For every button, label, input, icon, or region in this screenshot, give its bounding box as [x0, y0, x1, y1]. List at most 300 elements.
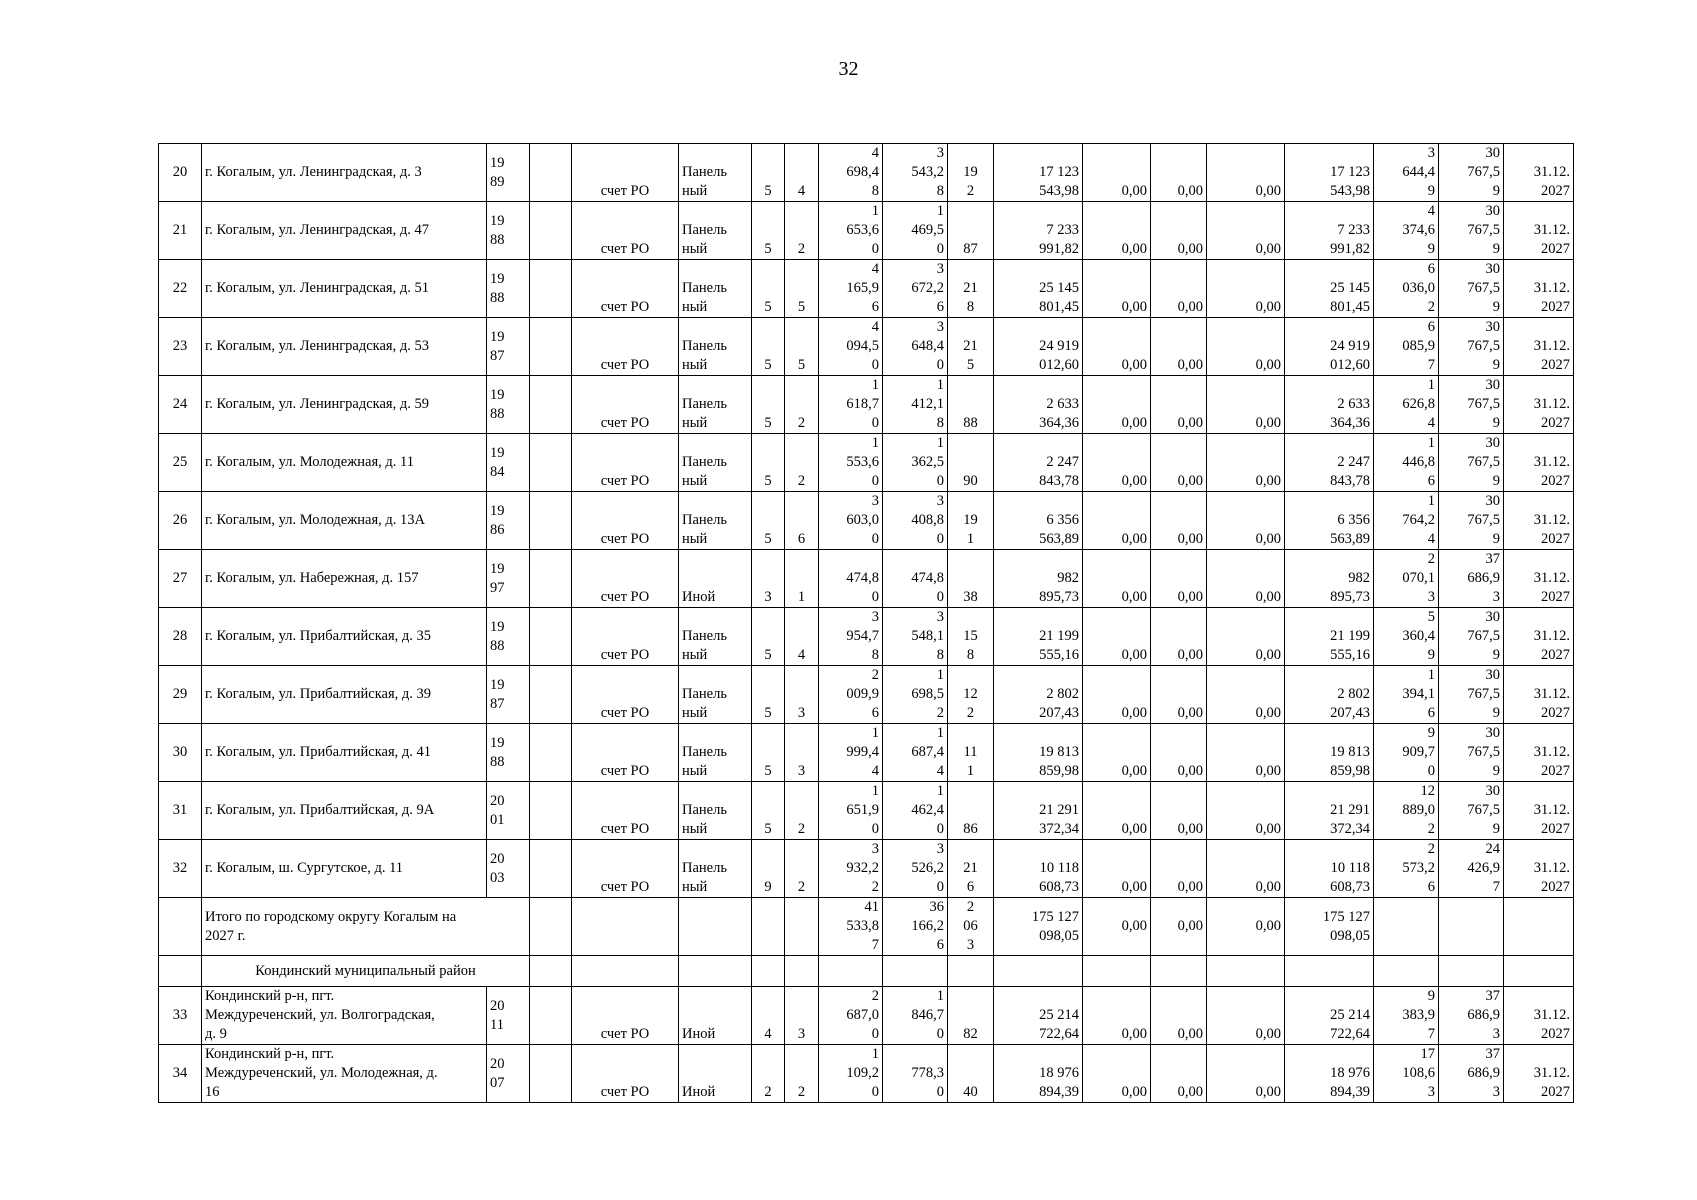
total-area: 1 653,6 0: [819, 202, 883, 260]
fund-2: 0,00: [1151, 782, 1207, 840]
wall-material: Панель ный: [679, 202, 752, 260]
residents: 38: [948, 550, 994, 608]
address: г. Когалым, ул. Ленинградская, д. 47: [202, 202, 487, 260]
address: г. Когалым, ул. Прибалтийская, д. 41: [202, 724, 487, 782]
row-number: 28: [159, 608, 202, 666]
empty-cell: [1374, 898, 1439, 956]
build-year: 19 87: [487, 666, 530, 724]
fund-2: 0,00: [1151, 318, 1207, 376]
address: г. Когалым, ул. Прибалтийская, д. 9А: [202, 782, 487, 840]
total-cost: 24 919 012,60: [994, 318, 1083, 376]
deadline: 31.12. 2027: [1504, 724, 1574, 782]
fund-3: 0,00: [1207, 608, 1285, 666]
fund-4: 17 123 543,98: [1285, 144, 1374, 202]
wall-material: Панель ный: [679, 144, 752, 202]
row-number: 20: [159, 144, 202, 202]
residents: 15 8: [948, 608, 994, 666]
living-area: 3 672,2 6: [883, 260, 948, 318]
table-row: [159, 1045, 1574, 1103]
empty-cell: [530, 956, 572, 987]
residents: 19 1: [948, 492, 994, 550]
table-row: [159, 434, 1574, 492]
total-area: 4 165,9 6: [819, 260, 883, 318]
unit-cost: 2 573,2 6: [1374, 840, 1439, 898]
floors: 4: [752, 987, 785, 1045]
address: Кондинский р-н, пгт. Междуреченский, ул. Молодежная, д. 16: [202, 1045, 487, 1103]
unit-cost: 12 889,0 2: [1374, 782, 1439, 840]
entrances: 2: [785, 840, 819, 898]
build-year: 19 87: [487, 318, 530, 376]
fund-3: 0,00: [1207, 782, 1285, 840]
unit-cost: 1 446,8 6: [1374, 434, 1439, 492]
fund-2: 0,00: [1151, 202, 1207, 260]
fund-source: счет РО: [572, 724, 679, 782]
table-row: [159, 376, 1574, 434]
floors: 5: [752, 144, 785, 202]
fund-source: счет РО: [572, 1045, 679, 1103]
entrances: 3: [785, 987, 819, 1045]
living-area: 36 166,2 6: [883, 898, 948, 956]
living-area: 474,8 0: [883, 550, 948, 608]
floors: 5: [752, 260, 785, 318]
empty-cell: [530, 202, 572, 260]
entrances: 3: [785, 724, 819, 782]
row-number: 23: [159, 318, 202, 376]
floors: 5: [752, 666, 785, 724]
entrances: 1: [785, 550, 819, 608]
build-year: 19 84: [487, 434, 530, 492]
floors: 5: [752, 202, 785, 260]
empty-cell: [679, 956, 752, 987]
empty-cell: [530, 492, 572, 550]
deadline: 31.12. 2027: [1504, 840, 1574, 898]
row-number: [159, 956, 202, 987]
fund-1: 0,00: [1083, 666, 1151, 724]
living-area: 1 462,4 0: [883, 782, 948, 840]
fund-4: 21 291 372,34: [1285, 782, 1374, 840]
fund-4: 25 214 722,64: [1285, 987, 1374, 1045]
total-cost: 2 247 843,78: [994, 434, 1083, 492]
total-cost: 175 127 098,05: [994, 898, 1083, 956]
unit-cost: 1 394,1 6: [1374, 666, 1439, 724]
residents: 82: [948, 987, 994, 1045]
build-year: 19 88: [487, 260, 530, 318]
address: г. Когалым, ул. Набережная, д. 157: [202, 550, 487, 608]
total-area: 3 954,7 8: [819, 608, 883, 666]
deadline: 31.12. 2027: [1504, 492, 1574, 550]
fund-source: счет РО: [572, 987, 679, 1045]
living-area: 1 846,7 0: [883, 987, 948, 1045]
limit-cost: 37 686,9 3: [1439, 1045, 1504, 1103]
entrances: 2: [785, 202, 819, 260]
address: г. Когалым, ул. Ленинградская, д. 53: [202, 318, 487, 376]
residents: 2 06 3: [948, 898, 994, 956]
floors: 5: [752, 608, 785, 666]
empty-cell: [1374, 956, 1439, 987]
total-area: 3 932,2 2: [819, 840, 883, 898]
table-row: [159, 608, 1574, 666]
empty-cell: [530, 434, 572, 492]
table-row: [159, 782, 1574, 840]
total-area: 1 553,6 0: [819, 434, 883, 492]
floors: 3: [752, 550, 785, 608]
fund-1: 0,00: [1083, 608, 1151, 666]
limit-cost: 30 767,5 9: [1439, 318, 1504, 376]
living-area: 3 526,2 0: [883, 840, 948, 898]
limit-cost: 37 686,9 3: [1439, 987, 1504, 1045]
wall-material: Панель ный: [679, 840, 752, 898]
fund-1: 0,00: [1083, 260, 1151, 318]
row-number: 29: [159, 666, 202, 724]
floors: 5: [752, 724, 785, 782]
fund-3: 0,00: [1207, 318, 1285, 376]
limit-cost: 30 767,5 9: [1439, 144, 1504, 202]
total-cost: 19 813 859,98: [994, 724, 1083, 782]
empty-cell: [530, 782, 572, 840]
limit-cost: 30 767,5 9: [1439, 724, 1504, 782]
fund-4: 21 199 555,16: [1285, 608, 1374, 666]
deadline: 31.12. 2027: [1504, 666, 1574, 724]
fund-3: 0,00: [1207, 987, 1285, 1045]
fund-source: счет РО: [572, 550, 679, 608]
table-row: [159, 987, 1574, 1045]
fund-3: 0,00: [1207, 434, 1285, 492]
fund-2: 0,00: [1151, 666, 1207, 724]
build-year: 19 88: [487, 608, 530, 666]
limit-cost: 24 426,9 7: [1439, 840, 1504, 898]
row-number: 32: [159, 840, 202, 898]
deadline: 31.12. 2027: [1504, 782, 1574, 840]
fund-1: 0,00: [1083, 782, 1151, 840]
total-cost: 21 199 555,16: [994, 608, 1083, 666]
fund-1: 0,00: [1083, 318, 1151, 376]
wall-material: Панель ный: [679, 434, 752, 492]
empty-cell: [530, 1045, 572, 1103]
fund-3: 0,00: [1207, 260, 1285, 318]
table-row: [159, 318, 1574, 376]
row-number: 30: [159, 724, 202, 782]
fund-2: 0,00: [1151, 987, 1207, 1045]
address: г. Когалым, ул. Молодежная, д. 13А: [202, 492, 487, 550]
fund-source: счет РО: [572, 666, 679, 724]
entrances: 2: [785, 376, 819, 434]
fund-3: 0,00: [1207, 1045, 1285, 1103]
empty-cell: [1207, 956, 1285, 987]
table-row: [159, 492, 1574, 550]
total-area: 4 698,4 8: [819, 144, 883, 202]
limit-cost: 37 686,9 3: [1439, 550, 1504, 608]
deadline: 31.12. 2027: [1504, 376, 1574, 434]
entrances: 5: [785, 318, 819, 376]
wall-material: Панель ный: [679, 608, 752, 666]
unit-cost: 1 764,2 4: [1374, 492, 1439, 550]
fund-4: 2 247 843,78: [1285, 434, 1374, 492]
deadline: 31.12. 2027: [1504, 987, 1574, 1045]
living-area: 1 412,1 8: [883, 376, 948, 434]
row-number: [159, 898, 202, 956]
living-area: 3 543,2 8: [883, 144, 948, 202]
fund-3: 0,00: [1207, 144, 1285, 202]
empty-cell: [1285, 956, 1374, 987]
total-cost: 10 118 608,73: [994, 840, 1083, 898]
residents: 11 1: [948, 724, 994, 782]
residents: 40: [948, 1045, 994, 1103]
residents: 90: [948, 434, 994, 492]
wall-material: Панель ный: [679, 260, 752, 318]
fund-2: 0,00: [1151, 376, 1207, 434]
fund-source: счет РО: [572, 782, 679, 840]
empty-cell: [530, 260, 572, 318]
fund-2: 0,00: [1151, 260, 1207, 318]
residents: 21 5: [948, 318, 994, 376]
living-area: 1 469,5 0: [883, 202, 948, 260]
fund-4: 24 919 012,60: [1285, 318, 1374, 376]
unit-cost: 1 626,8 4: [1374, 376, 1439, 434]
row-number: 22: [159, 260, 202, 318]
entrances: 4: [785, 144, 819, 202]
total-area: 2 687,0 0: [819, 987, 883, 1045]
wall-material: Иной: [679, 1045, 752, 1103]
entrances: 6: [785, 492, 819, 550]
fund-1: 0,00: [1083, 724, 1151, 782]
total-cost: 7 233 991,82: [994, 202, 1083, 260]
fund-4: 18 976 894,39: [1285, 1045, 1374, 1103]
unit-cost: 17 108,6 3: [1374, 1045, 1439, 1103]
build-year: 20 03: [487, 840, 530, 898]
limit-cost: 30 767,5 9: [1439, 782, 1504, 840]
page-number: 32: [838, 58, 859, 80]
build-year: 19 86: [487, 492, 530, 550]
row-number: 26: [159, 492, 202, 550]
total-cost: 17 123 543,98: [994, 144, 1083, 202]
living-area: 778,3 0: [883, 1045, 948, 1103]
fund-1: 0,00: [1083, 434, 1151, 492]
limit-cost: 30 767,5 9: [1439, 376, 1504, 434]
fund-2: 0,00: [1151, 550, 1207, 608]
table-row: [159, 550, 1574, 608]
unit-cost: 6 085,9 7: [1374, 318, 1439, 376]
build-year: 19 88: [487, 724, 530, 782]
table-row: [159, 724, 1574, 782]
address: г. Когалым, ул. Ленинградская, д. 51: [202, 260, 487, 318]
empty-cell: [572, 898, 679, 956]
empty-cell: [994, 956, 1083, 987]
fund-1: 0,00: [1083, 987, 1151, 1045]
address: г. Когалым, ул. Прибалтийская, д. 39: [202, 666, 487, 724]
address: г. Когалым, ул. Ленинградская, д. 59: [202, 376, 487, 434]
deadline: 31.12. 2027: [1504, 1045, 1574, 1103]
fund-2: 0,00: [1151, 840, 1207, 898]
empty-cell: [530, 608, 572, 666]
table-row: [159, 202, 1574, 260]
floors: 9: [752, 840, 785, 898]
fund-1: 0,00: [1083, 898, 1151, 956]
total-cost: 2 802 207,43: [994, 666, 1083, 724]
total-area: 1 109,2 0: [819, 1045, 883, 1103]
residents: 21 6: [948, 840, 994, 898]
wall-material: Панель ный: [679, 724, 752, 782]
fund-source: счет РО: [572, 434, 679, 492]
empty-cell: [785, 956, 819, 987]
empty-cell: [785, 898, 819, 956]
total-area: 1 999,4 4: [819, 724, 883, 782]
table-row: [159, 144, 1574, 202]
total-cost: 6 356 563,89: [994, 492, 1083, 550]
limit-cost: 30 767,5 9: [1439, 434, 1504, 492]
empty-cell: [1504, 898, 1574, 956]
address: г. Когалым, ул. Ленинградская, д. 3: [202, 144, 487, 202]
fund-3: 0,00: [1207, 724, 1285, 782]
total-cost: 25 214 722,64: [994, 987, 1083, 1045]
fund-1: 0,00: [1083, 376, 1151, 434]
fund-4: 6 356 563,89: [1285, 492, 1374, 550]
section-row: [159, 956, 1574, 987]
fund-1: 0,00: [1083, 492, 1151, 550]
limit-cost: 30 767,5 9: [1439, 492, 1504, 550]
fund-source: счет РО: [572, 376, 679, 434]
total-cost: 18 976 894,39: [994, 1045, 1083, 1103]
fund-1: 0,00: [1083, 144, 1151, 202]
deadline: 31.12. 2027: [1504, 202, 1574, 260]
empty-cell: [530, 724, 572, 782]
fund-2: 0,00: [1151, 492, 1207, 550]
unit-cost: 9 909,7 0: [1374, 724, 1439, 782]
unit-cost: 2 070,1 3: [1374, 550, 1439, 608]
unit-cost: 4 374,6 9: [1374, 202, 1439, 260]
empty-cell: [1151, 956, 1207, 987]
floors: 2: [752, 1045, 785, 1103]
deadline: 31.12. 2027: [1504, 260, 1574, 318]
fund-2: 0,00: [1151, 724, 1207, 782]
total-area: 41 533,8 7: [819, 898, 883, 956]
fund-source: счет РО: [572, 840, 679, 898]
wall-material: Панель ный: [679, 376, 752, 434]
build-year: 19 89: [487, 144, 530, 202]
table-row: [159, 666, 1574, 724]
entrances: 2: [785, 1045, 819, 1103]
table-row: [159, 840, 1574, 898]
total-cost: 2 633 364,36: [994, 376, 1083, 434]
total-area: 1 618,7 0: [819, 376, 883, 434]
total-row: [159, 898, 1574, 956]
fund-4: 10 118 608,73: [1285, 840, 1374, 898]
entrances: 3: [785, 666, 819, 724]
fund-2: 0,00: [1151, 434, 1207, 492]
fund-source: счет РО: [572, 318, 679, 376]
unit-cost: 6 036,0 2: [1374, 260, 1439, 318]
fund-source: счет РО: [572, 608, 679, 666]
fund-4: 175 127 098,05: [1285, 898, 1374, 956]
entrances: 2: [785, 782, 819, 840]
fund-1: 0,00: [1083, 1045, 1151, 1103]
empty-cell: [530, 666, 572, 724]
fund-4: 25 145 801,45: [1285, 260, 1374, 318]
living-area: 1 698,5 2: [883, 666, 948, 724]
total-cost: 982 895,73: [994, 550, 1083, 608]
fund-3: 0,00: [1207, 840, 1285, 898]
row-number: 33: [159, 987, 202, 1045]
total-area: 3 603,0 0: [819, 492, 883, 550]
residents: 87: [948, 202, 994, 260]
fund-2: 0,00: [1151, 608, 1207, 666]
total-label: Итого по городскому округу Когалым на 2027 г.: [202, 898, 530, 956]
fund-1: 0,00: [1083, 202, 1151, 260]
limit-cost: 30 767,5 9: [1439, 202, 1504, 260]
empty-cell: [530, 550, 572, 608]
fund-4: 19 813 859,98: [1285, 724, 1374, 782]
fund-3: 0,00: [1207, 376, 1285, 434]
fund-3: 0,00: [1207, 492, 1285, 550]
fund-4: 982 895,73: [1285, 550, 1374, 608]
fund-1: 0,00: [1083, 550, 1151, 608]
deadline: 31.12. 2027: [1504, 608, 1574, 666]
empty-cell: [1439, 898, 1504, 956]
floors: 5: [752, 782, 785, 840]
fund-4: 7 233 991,82: [1285, 202, 1374, 260]
fund-3: 0,00: [1207, 550, 1285, 608]
empty-cell: [1083, 956, 1151, 987]
wall-material: Панель ный: [679, 492, 752, 550]
build-year: 20 11: [487, 987, 530, 1045]
living-area: 1 687,4 4: [883, 724, 948, 782]
entrances: 4: [785, 608, 819, 666]
total-area: 2 009,9 6: [819, 666, 883, 724]
build-year: 20 07: [487, 1045, 530, 1103]
residents: 21 8: [948, 260, 994, 318]
wall-material: Иной: [679, 550, 752, 608]
build-year: 19 97: [487, 550, 530, 608]
fund-source: счет РО: [572, 144, 679, 202]
address: г. Когалым, ул. Прибалтийская, д. 35: [202, 608, 487, 666]
empty-cell: [679, 898, 752, 956]
deadline: 31.12. 2027: [1504, 144, 1574, 202]
total-area: 1 651,9 0: [819, 782, 883, 840]
entrances: 5: [785, 260, 819, 318]
residents: 88: [948, 376, 994, 434]
fund-2: 0,00: [1151, 898, 1207, 956]
fund-source: счет РО: [572, 202, 679, 260]
fund-source: счет РО: [572, 492, 679, 550]
empty-cell: [1504, 956, 1574, 987]
empty-cell: [530, 840, 572, 898]
empty-cell: [752, 898, 785, 956]
repair-program-table: [158, 143, 1574, 1103]
total-area: 4 094,5 0: [819, 318, 883, 376]
residents: 19 2: [948, 144, 994, 202]
empty-cell: [948, 956, 994, 987]
empty-cell: [530, 144, 572, 202]
fund-3: 0,00: [1207, 666, 1285, 724]
living-area: 3 548,1 8: [883, 608, 948, 666]
fund-3: 0,00: [1207, 202, 1285, 260]
fund-4: 2 802 207,43: [1285, 666, 1374, 724]
row-number: 27: [159, 550, 202, 608]
empty-cell: [530, 376, 572, 434]
deadline: 31.12. 2027: [1504, 434, 1574, 492]
build-year: 19 88: [487, 376, 530, 434]
living-area: 1 362,5 0: [883, 434, 948, 492]
fund-2: 0,00: [1151, 144, 1207, 202]
limit-cost: 30 767,5 9: [1439, 666, 1504, 724]
wall-material: Иной: [679, 987, 752, 1045]
fund-2: 0,00: [1151, 1045, 1207, 1103]
floors: 5: [752, 434, 785, 492]
empty-cell: [530, 987, 572, 1045]
empty-cell: [1439, 956, 1504, 987]
address: г. Когалым, ш. Сургутское, д. 11: [202, 840, 487, 898]
build-year: 20 01: [487, 782, 530, 840]
build-year: 19 88: [487, 202, 530, 260]
